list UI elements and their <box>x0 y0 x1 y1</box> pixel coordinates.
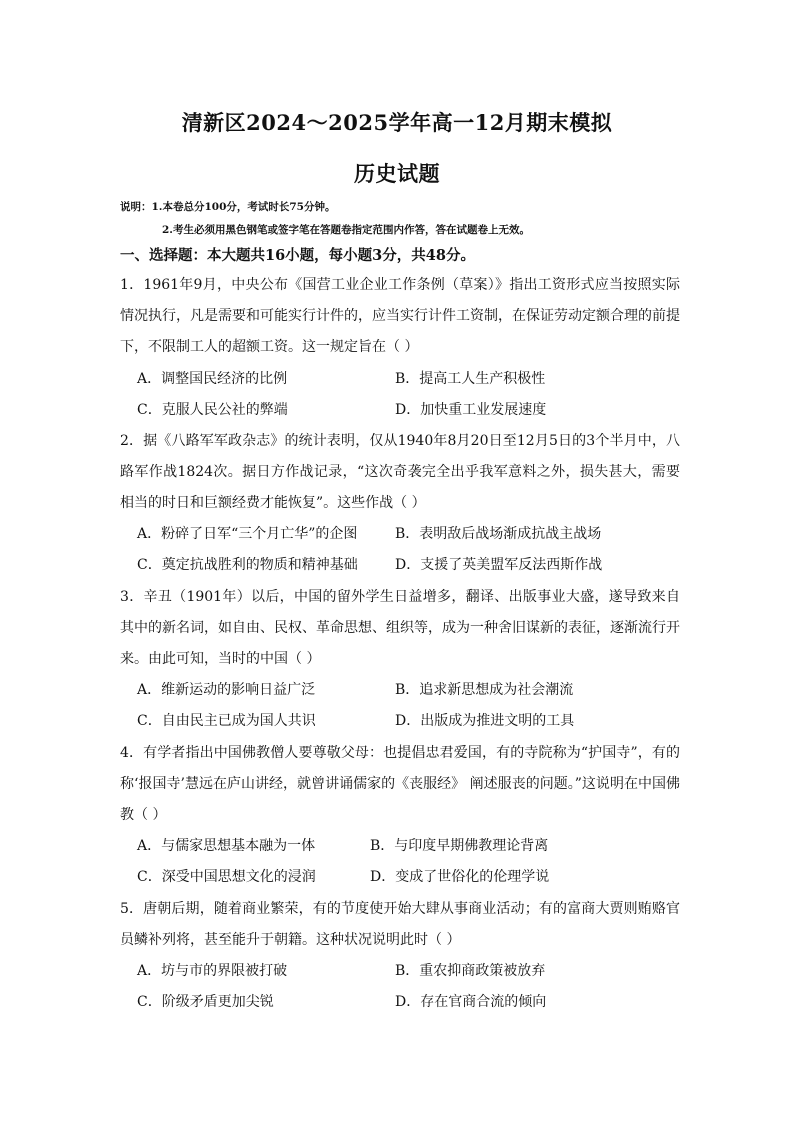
question-4-option-d: D．变成了世俗化的伦理学说 <box>370 869 550 885</box>
question-4-option-b: B．与印度早期佛教理论背离 <box>370 838 549 854</box>
question-4-option-a: A．与儒家思想基本融为一体 <box>137 838 316 854</box>
question-3-option-d: D．出版成为推进文明的工具 <box>395 713 575 729</box>
question-3-option-b: B．追求新思想成为社会潮流 <box>395 682 574 698</box>
question-5-option-a: A．坊与市的界限被打破 <box>137 963 288 979</box>
question-5-stem: 5．唐朝后期，随着商业繁荣，有的节度使开始大肆从事商业活动；有的富商大贾则贿赂官员鳞补列将，甚至能升于朝籍。这种状况说明此时（ ） <box>120 901 680 948</box>
question-4-option-c: C．深受中国思想文化的浸润 <box>137 869 316 885</box>
question-4-stem: 4．有学者指出中国佛教僧人要尊敬父母：也提倡忠君爱国，有的寺院称为“护国寺”，有的称‘报国寺’慧远在庐山讲经，就曾讲诵儒家的《丧服经》 阐述服丧的问题。”这说明在中国佛教（ ） <box>120 745 680 823</box>
section-heading: 一、选择题：本大题共16小题，每小题3分，共48分。 <box>120 247 475 264</box>
question-1-option-a: A．调整国民经济的比例 <box>137 371 288 387</box>
question-2-option-c: C．奠定抗战胜利的物质和精神基础 <box>137 557 358 573</box>
question-5-option-d: D．存在官商合流的倾向 <box>395 994 547 1010</box>
question-1-option-d: D．加快重工业发展速度 <box>395 402 547 418</box>
question-5-option-b: B．重农抑商政策被放弃 <box>395 963 546 979</box>
question-5-option-c: C．阶级矛盾更加尖锐 <box>137 994 274 1010</box>
exam-subtitle: 历史试题 <box>354 161 440 186</box>
question-2-stem: 2．据《八路军军政杂志》的统计表明，仅从1940年8月20日至12月5日的3个半月中，八路军作战1824次。据日方作战记录，“这次奇袭完全出乎我军意料之外，损失甚大，需要相当的时日和巨额经费才能恢复”。这些作战（ ） <box>120 433 680 511</box>
question-3-stem: 3．辛丑（1901年）以后，中国的留外学生日益增多，翻译、出版事业大盛，遂导致来自其中的新名词，如自由、民权、革命思想、组织等，成为一种舍旧谋新的表征，逐渐流行开来。由此可知，当时的中国（ ） <box>120 589 680 667</box>
question-2-option-d: D．支援了英美盟军反法西斯作战 <box>395 557 603 573</box>
question-3-option-c: C．自由民主已成为国人共识 <box>137 713 316 729</box>
instruction-note-2: 2.考生必须用黑色钢笔或签字笔在答题卷指定范围内作答，答在试题卷上无效。 <box>162 224 530 236</box>
instruction-note-1: 说明：1.本卷总分100分，考试时长75分钟。 <box>120 201 336 213</box>
question-1-stem: 1．1961年9月，中央公布《国营工业企业工作条例（草案）》指出工资形式应当按照实际情况执行，凡是需要和可能实行计件的，应当实行计件工资制，在保证劳动定额合理的前提下，不限制工人的超额工资。这一规定旨在（ ） <box>120 277 680 355</box>
question-3-option-a: A．维新运动的影响日益广泛 <box>137 682 316 698</box>
exam-title: 清新区2024～2025学年高一12月期末模拟 <box>181 110 613 135</box>
question-2-option-a: A．粉碎了日军“三个月亡华”的企图 <box>137 526 358 542</box>
question-1-option-b: B．提高工人生产积极性 <box>395 371 546 387</box>
question-1-option-c: C．克服人民公社的弊端 <box>137 402 288 418</box>
question-2-option-b: B．表明敌后战场渐成抗战主战场 <box>395 526 602 542</box>
